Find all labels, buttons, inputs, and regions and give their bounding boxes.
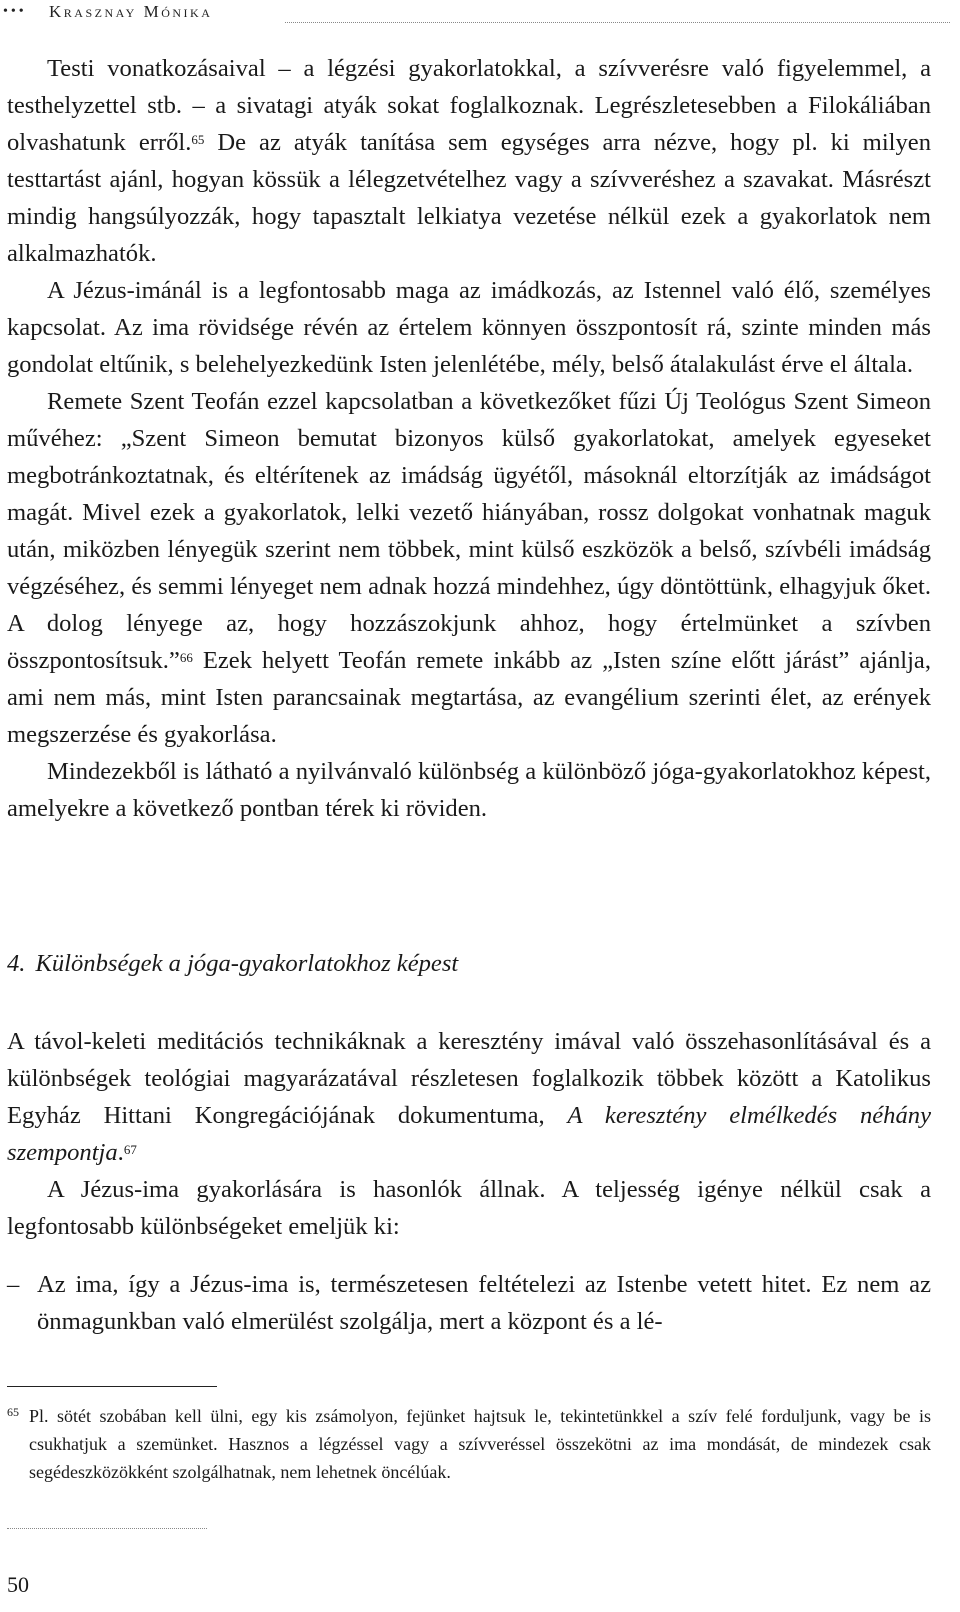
page-number-rule xyxy=(7,1528,207,1529)
footnote-ref-66[interactable]: 66 xyxy=(179,650,193,665)
list-dash: – xyxy=(7,1271,20,1298)
section-text xyxy=(7,1023,931,1245)
footnote-text: Pl. sötét szobában kell ülni, egy kis zsámolyon, fejünket hajtsuk le, tekintetünkkel a szív felé forduljunk, vagy be is csukhatjuk a szemünket. Hasznos a légzéssel vagy a szívveréssel összekötni az ima mondását, de mindezek csak segédeszközökként szolgálhatnak, nem lehetnek öncélúak. xyxy=(29,1406,931,1482)
paragraph-2: A Jézus-imánál is a legfontosabb maga az imádkozás, az Istennel való élő, személyes kapcsolat. Az ima rövidsége révén az értelem könnyen összpontosít rá, szinte minden más gondolat eltűnik, s belehelyezkedünk Isten jelenlétébe, mély, belső átalakulást érve el általa. xyxy=(7,277,931,378)
header-author: Krasznay Mónika xyxy=(49,2,213,21)
paragraph-5: A távol-keleti meditációs technikáknak a keresztény imával való összehasonlításával és a különbségek teológiai magyarázatával részletesen foglalkozik többek között a Katolikus Egyház Hittani Kongregációjának dokumentuma, A keresztény elmélkedés néhány szempontja.$^{67}$ xyxy=(7,1028,931,1166)
section-heading xyxy=(7,950,458,978)
paragraph-1: Testi vonatkozásaival – a légzési gyakorlatokkal, a szívverésre való figyelemmel, a testhelyzettel stb. – a sivatagi atyák sokat foglalkoznak. Legrészletesebben a Filokáliában olvashatunk erről.$^{65}$ De az atyák tanítása sem egységes arra nézve, hogy pl. ki milyen testtartást ajánl, hogyan kössük a lélegzetvételhez vagy a szívveréshez a szavakat. Másrészt mindig hangsúlyozzák, hogy tapasztalt lelkiatya vezetése nélkül ezek a gyakorlatok nem alkalmazhatók. xyxy=(7,55,931,267)
differences-list xyxy=(7,1266,931,1340)
header-dots: ••• xyxy=(3,4,27,19)
paragraph-3: Remete Szent Teofán ezzel kapcsolatban a következőket fűzi Új Teológus Szent Simeon művéhez: „Szent Simeon bemutat bizonyos külső gyakorlatokat, amelyek egyeseket megbotránkoztatnak, és eltérítenek az imádság ügyétől, másoknál eltorzítják az imádságot magát. Mivel ezek a gyakorlatok, lelki vezető hiányában, rossz dolgokat vonhatnak maguk után, miközben lényegük szerint nem többek, mint külső eszközök a belső, szívbéli imádság végzéséhez, és semmi lényeget nem adnak hozzá mindehhez, úgy döntöttünk, elhagyjuk őket. A dolog lényege az, hogy hozzászokjunk ahhoz, hogy értelmünket a szívben összpontosítsuk.”$^{66}$ Ezek helyett Teofán remete inkább az „Isten színe előtt járást” ajánlja, ami nem más, mint Isten parancsainak megtartása, az evangélium szerinti élet, az erények megszerzése és gyakorlása. xyxy=(7,388,931,748)
page-number: 50 xyxy=(7,1572,29,1597)
section-number: 4. xyxy=(7,950,26,977)
footnote-number: 65 xyxy=(7,1405,19,1419)
paragraph-4: Mindezekből is látható a nyilvánvaló különbség a különböző jóga-gyakorlatokhoz képest, amelyekre a következő pontban térek ki röviden. xyxy=(7,758,931,822)
section-title: Különbségek a jóga-gyakorlatokhoz képest xyxy=(35,950,459,977)
footnote-65 xyxy=(7,1402,931,1486)
header-rule xyxy=(285,22,950,23)
running-header xyxy=(0,0,960,24)
list-item: Az ima, így a Jézus-ima is, természetesen feltételezi az Istenbe vetett hitet. Ez nem az önmagunkban való elmerülést szolgálja, mert a központ és a lé- xyxy=(37,1271,931,1335)
main-text xyxy=(7,50,931,827)
document-title: A keresztény elmélkedés néhány szempontja xyxy=(7,1102,931,1166)
footnote-ref-65[interactable]: 65 xyxy=(191,132,205,147)
footnote-ref-67[interactable]: 67 xyxy=(123,1142,137,1157)
paragraph-6: A Jézus-ima gyakorlására is hasonlók állnak. A teljesség igénye nélkül csak a legfontosabb különbségeket emeljük ki: xyxy=(7,1176,931,1240)
footnote-rule xyxy=(7,1386,217,1387)
